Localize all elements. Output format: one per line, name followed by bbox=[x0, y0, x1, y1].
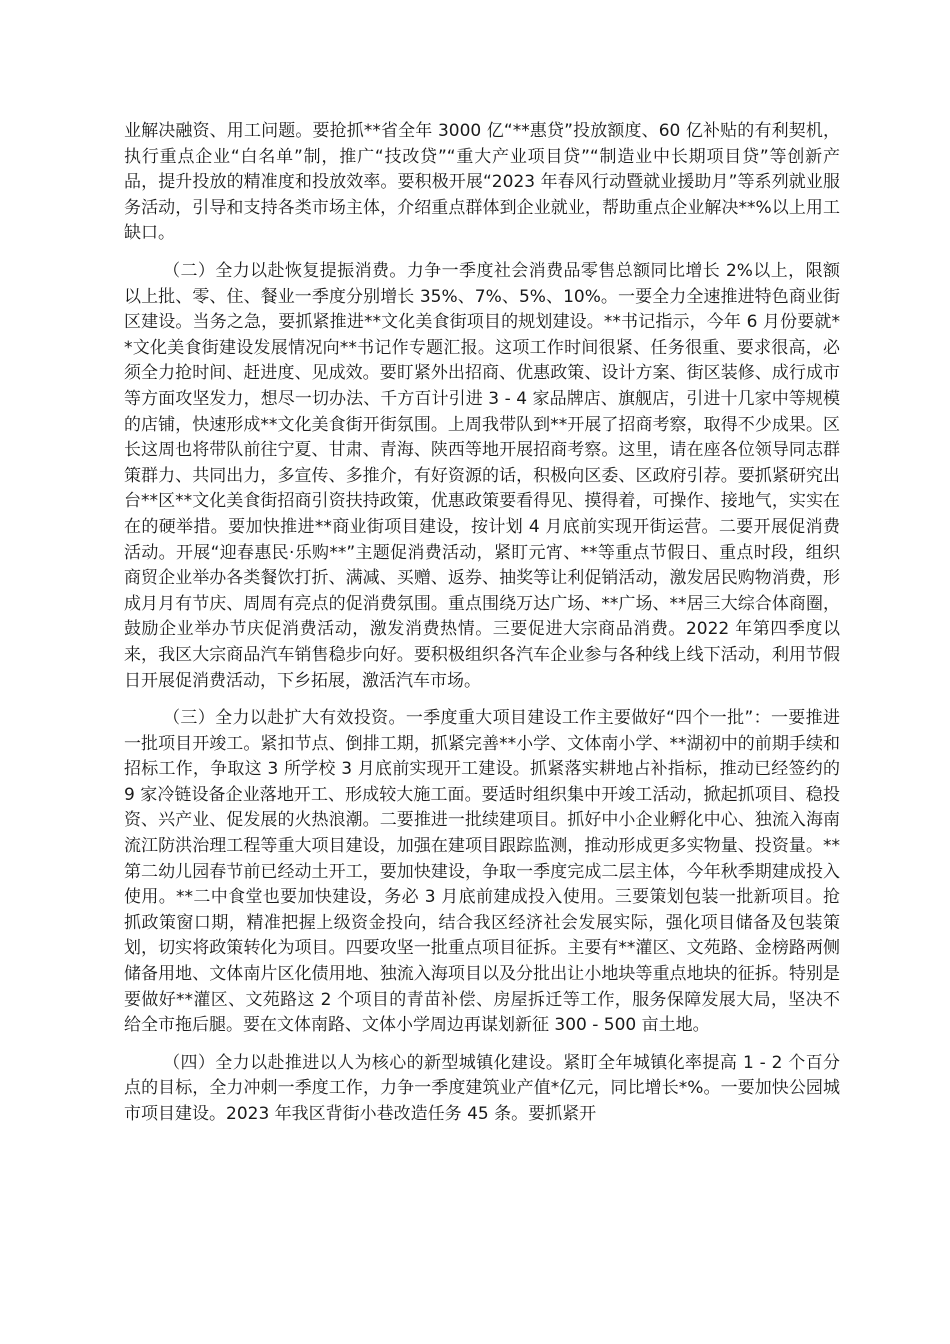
paragraph-investment: （三）全力以赴扩大有效投资。一季度重大项目建设工作主要做好“四个一批”：一要推进一批项目开竣工。紧扣节点、倒排工期，抓紧完善**小学、文体南小学、**湖初中的前期手续和招标工作，争取这 3 所学校 3 月底前实现开工建设。抓紧落实耕地占补指标，推动已经签约的 9 家冷链设备企业落地开工、形成较大施工面。要适时组织集中开竣工活动，掀起抓项目、稳投资、兴产业、促发展的火热浪潮。二要推进一批续建项目。抓好中小企业孵化中心、独流入海南流江防洪治理工程等重大项目建设，加强在建项目跟踪监测，推动形成更多实物量、投资量。**第二幼儿园春节前已经动土开工，要加快建设，争取一季度完成二层主体，今年秋季期建成投入使用。**二中食堂也要加快建设，务必 3 月底前建成投入使用。三要策划包装一批新项目。抢抓政策窗口期，精准把握上级资金投向，结合我区经济社会发展实际，强化项目储备及包装策划，切实将政策转化为项目。四要攻坚一批重点项目征拆。主要有**灌区、文苑路、金榜路两侧储备用地、文体南片区化债用地、独流入海项目以及分批出让小地块等重点地块的征拆。特别是要做好**灌区、文苑路这 2 个项目的青苗补偿、房屋拆迁等工作，服务保障发展大局，坚决不给全市拖后腿。要在文体南路、文体小学周边再谋划新征 300 - 500 亩土地。 bbox=[124, 708, 840, 1036]
paragraph-consumption: （二）全力以赴恢复提振消费。力争一季度社会消费品零售总额同比增长 2%以上，限额以上批、零、住、餐业一季度分别增长 35%、7%、5%、10%。一要全力全速推进特色商业街区建设。当务之急，要抓紧推进**文化美食街项目的规划建设。**书记指示，今年 6 月份要就**文化美食街建设发展情况向**书记作专题汇报。这项工作时间很紧、任务很重、要求很高，必须全力抢时间、赶进度、见成效。要盯紧外出招商、优惠政策、设计方案、街区装修、成行成市等方面攻坚发力，想尽一切办法、千方百计引进 3 - 4 家品牌店、旗舰店，引进十几家中等规模的店铺，快速形成**文化美食街开街氛围。上周我带队到**开展了招商考察，取得不少成果。区长这周也将带队前往宁夏、甘肃、青海、陕西等地开展招商考察。这里，请在座各位领导同志群策群力、共同出力，多宣传、多推介，有好资源的话，积极向区委、区政府引荐。要抓紧研究出台**区**文化美食街招商引资扶持政策，优惠政策要看得见、摸得着，可操作、接地气，实实在在的硬举措。要加快推进**商业街项目建设，按计划 4 月底前实现开街运营。二要开展促消费活动。开展“迎春惠民·乐购**”主题促消费活动，紧盯元宵、**等重点节假日、重点时段，组织商贸企业举办各类餐饮打折、满减、买赠、返券、抽奖等让利促销活动，激发居民购物消费，形成月月有节庆、周周有亮点的促消费氛围。重点围绕万达广场、**广场、**居三大综合体商圈，鼓励企业举办节庆促消费活动，激发消费热情。三要促进大宗商品消费。2022 年第四季度以来，我区大宗商品汽车销售稳步向好。要积极组织各汽车企业参与各种线上线下活动，利用节假日开展促消费活动，下乡拓展，激活汽车市场。 bbox=[124, 261, 840, 691]
paragraph-urbanization: （四）全力以赴推进以人为核心的新型城镇化建设。紧盯全年城镇化率提高 1 - 2 个百分点的目标，全力冲刺一季度工作，力争一季度建筑业产值*亿元，同比增长*%。一要加快公园城市项目建设。2023 年我区背街小巷改造任务 45 条。要抓紧开 bbox=[124, 1052, 840, 1124]
paragraph-employment: 业解决融资、用工问题。要抢抓**省全年 3000 亿“**惠贷”投放额度、60 亿补贴的有利契机，执行重点企业“白名单”制，推广“技改贷”“重大产业项目贷”“制造业中长期项目贷”等创新产品，提升投放的精准度和投放效率。要积极开展“2023 年春风行动暨就业援助月”等系列就业服务活动，引导和支持各类市场主体，介绍重点群体到企业就业，帮助重点企业解决**%以上用工缺口。 bbox=[124, 121, 840, 244]
document-body bbox=[124, 119, 840, 1128]
